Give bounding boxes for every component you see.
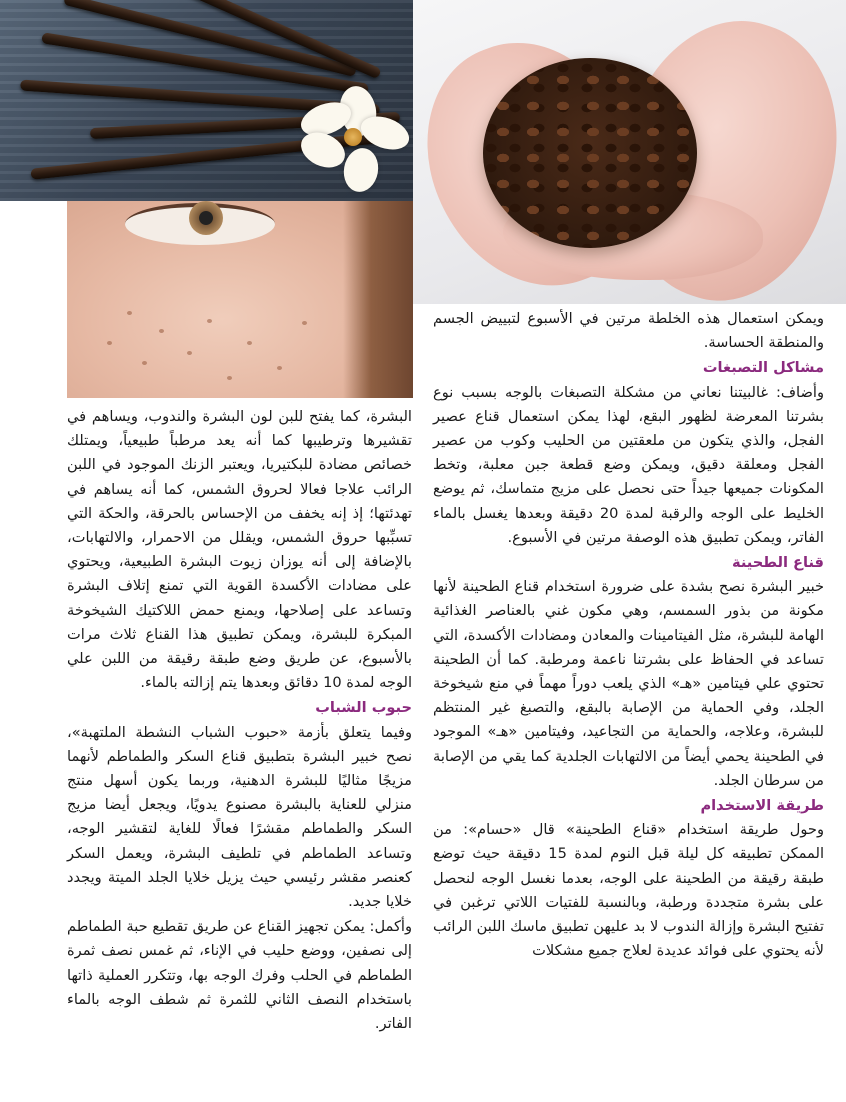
paragraph: البشرة، كما يفتح للبن لون البشرة والندوب، ويساهم في تقشيرها وترطيبها كما أنه يعد مرطباً طبيعياً، ويمتلك خصائص مضادة للبكتيريا، ويعتبر الزنك الموجود في اللبن الرائب علاجا فعالا لحروق الشمس، كما أنه يساهم في تهدئتها؛ إذ إنه يخفف من الإحساس بالحرقة، والحكة التي تسبِّبها حروق الشمس، ويقلل من الاحمرار، والالتهابات، بالإضافة إلى أنه يوزان زيوت البشرة الطبيعية، ويحتوي على مضادات الأكسدة القوية التي تمنع إتلاف البشرة وتساعد على إصلاحها، ويمنع حمض اللاكتيك الشيخوخة المبكرة للبشرة، ويمكن تطبيق هذا القناع ثلاث مرات بالأسبوع، عن طريق وضع طبقة رقيقة من اللبن علي الوجه لمدة 10 دقائق وبعدها يتم إزالته بالماء.: [67, 408, 412, 692]
vanilla-photo: [0, 0, 413, 201]
paragraph: خبير البشرة نصح بشدة على ضرورة استخدام قناع الطحينة لأنها مكونة من بذور السمسم، وهي مكون غني بالعناصر الغذائية الهامة للبشرة، مثل الفيتامينات والمعادن ومضادات الأكسدة، التي تساعد في الحفاظ على بشرتنا ناعمة ومرطبة. كما أن الطحينة تحتوي علي فيتامين «هـ» الذي يلعب دوراً مهماً في منع شيخوخة الجلد، وفي الحماية من الإصابة بالبقع، والتصبغ غير المنتظم للبشرة، وعلاجه، والحماية من التجاعيد، وفيتامين «هـ» الموجود في الطحينة يحمي أيضاً من الالتهابات الجلدية كما يقي من الإصابة من سرطان الجلد.: [433, 578, 824, 789]
section-heading: مشاكل التصبغات: [702, 359, 824, 377]
section-heading: قناع الطحينة: [731, 554, 824, 572]
paragraph: وأكمل: يمكن تجهيز القناع عن طريق تقطيع حبة الطماطم إلى نصفين، ووضع حليب في الإناء، ثم غمس نصف ثمرة الطماطم في الحلب وفرك الوجه بها، وتتكرر العملية ذاتها باستخدام النصف الثاني للثمرة ثم شطف الوجه بالماء الفاتر.: [67, 918, 412, 1033]
face-photo: [67, 201, 413, 398]
right-column: [433, 307, 824, 964]
eye-icon: [125, 203, 275, 245]
paragraph: ويمكن استعمال هذه الخلطة مرتين في الأسبوع لتبييض الجسم والمنطقة الحساسة.: [433, 310, 824, 352]
paragraph: وحول طريقة استخدام «قناع الطحينة» قال «حسام»: من الممكن تطبيقه كل ليلة قبل النوم لمدة 15 دقيقة حيث توضع طبقة رقيقة من الطحينة على الوجه، بعدما نغسل الوجه لنحصل على بشرة متجددة ورطبة، وبالنسبة للفتيات اللاتي ترغبن في تفتيح البشرة وإزالة الندوب لا بد عليهن تطبيق ماسك اللبن الرائب لأنه يحتوي على فوائد عديدة لعلاج جميع مشكلات: [433, 821, 824, 960]
coffee-beans-icon: [483, 58, 697, 248]
hair: [343, 201, 413, 398]
left-column: [67, 405, 412, 1037]
paragraph: وفيما يتعلق بأزمة «حبوب الشباب النشطة الملتهبة»، نصح خبير البشرة بتطبيق قناع السكر والطماطم لأنهما مزيجًا مثاليًا للبشرة الدهنية، وربما يكون أسهل منتج منزلي للعناية بالبشرة مصنوع يدويًا، ويجعل أيضا مزيج السكر والطماطم مقشرًا فعالًا للغاية لتقشير الوجه، وتساعد الطماطم في تلطيف البشرة، ويعمل السكر كعنصر مقشر رئيسي حيث يزيل خلايا الجلد الميتة ويجدد خلايا جديد.: [67, 723, 412, 911]
coffee-photo: [413, 0, 846, 304]
section-heading: طريقة الاستخدام: [700, 797, 824, 815]
paragraph: وأضاف: غالبيتنا نعاني من مشكلة التصبغات بالوجه بسبب نوع بشرتنا المعرضة لظهور البقع، لهذا يمكن استعمال قناع عصير الفجل، والذي يتكون من ملعقتين من الحليب وكوب من عصير الفجل ومعلقة دقيق، ويمكن وضع قطعة جبن معلبة، وتخط المكونات جميعها جيداً حتى نحصل على مزيج متماسك، ثم يوضع الخليط على الوجه والرقبة لمدة 20 دقيقة وبعدها يغسل بالماء الفاتر، ويمكن تطبيق هذه الوصفة مرتين في الأسبوع.: [433, 383, 824, 546]
section-heading: حبوب الشباب: [315, 699, 412, 717]
